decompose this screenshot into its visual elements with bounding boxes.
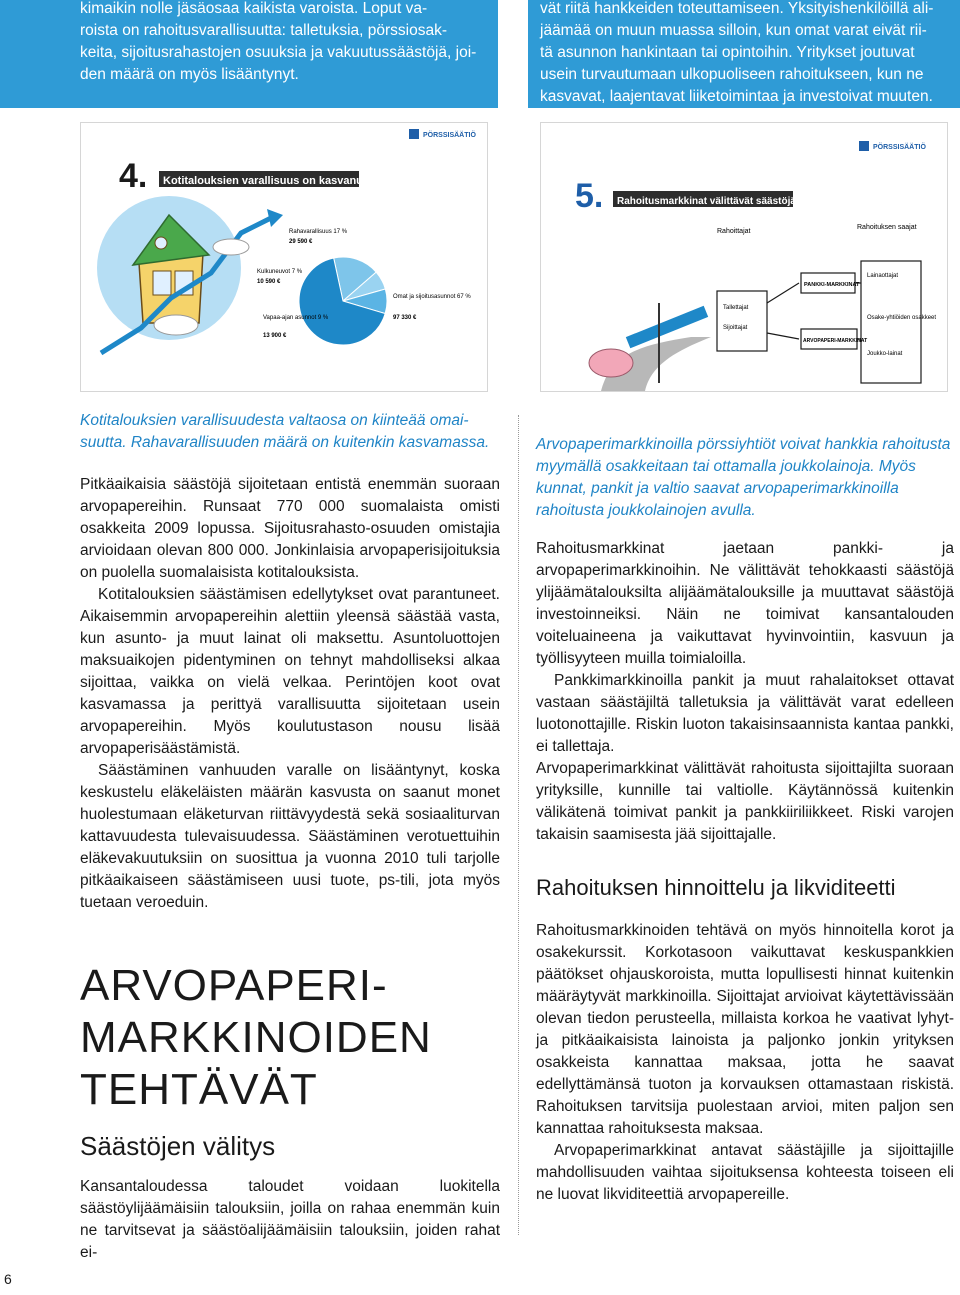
top-left-margin-band [0, 0, 80, 88]
left-paragraph-4: Kansantaloudessa taloudet voidaan luokitella säästöylijäämäisiin talouksiin, joilla on rahaa enemmän kuin ne tarvitsevat ja säästöalijäämäisiin talouksiin, joiden rahat ei- [80, 1178, 500, 1261]
top-left-line-3: keita, sijoitusrahastojen osuuksia ja vakuutussäästöjä, joi- [80, 44, 477, 61]
section-heading-line-3: TEHTÄVÄT [80, 1065, 318, 1114]
figure-4 [80, 122, 488, 392]
fig5-label-arvopaperi: ARVOPAPERI-MARKKINAT [803, 338, 868, 344]
fig4-label-oma-val: 97 330 € [393, 315, 417, 321]
fig4-label-vapaa-val: 13 900 € [263, 333, 287, 339]
fig5-label-lainanottajat: Lainaottajat [867, 273, 899, 279]
fig5-label-rahoittajat: Rahoittajat [717, 228, 751, 235]
fig5-label-sijoittajat: Sijoittajat [723, 325, 748, 331]
right-paragraph-2: Pankkimarkkinoilla pankit ja muut rahalaitokset ottavat vastaan säästäjiltä talletuksia ja välittävät varat edelleen luotonottajille. Riskin luoton takaisinsaannista kantaa pankki, ei tallettaja. [536, 672, 954, 755]
right-column [536, 434, 954, 1206]
section-heading-line-2: MARKKINOIDEN [80, 1013, 432, 1062]
left-caption-line-2: suutta. Rahavarallisuuden määrä on kuitenkin kasvamassa. [80, 434, 490, 451]
section-heading-line-1: ARVOPAPERI- [80, 961, 388, 1010]
fig5-label-joukkolainat: Joukko-lainat [867, 351, 903, 357]
top-left-line-1: kimaikin nolle jäsäosaa kaikista varoista. Loput va- [80, 0, 428, 17]
right-paragraph-1: Rahoitusmarkkinat jaetaan pankki- ja arvopaperimarkkinoihin. Ne välittävät tehokkaasti säästöjä ylijäämätalouksilta alijäämätalouksille ja muuttavat säästöjä investoinneiksi. Näin ne toimivat kansantalouden voiteluaineena ja vaikuttavat hyvinvointiin, kasvuun ja työllisyyteen muilla toimialoilla. [536, 540, 954, 667]
top-right-line-3: tä asunnon hankintaan tai opintoihin. Yritykset joutuvat [540, 44, 915, 61]
right-heading: Rahoituksen hinnoittelu ja likviditeetti [536, 875, 896, 900]
top-right-line-1: vät riitä hankkeiden toteuttamiseen. Yksityishenkilöillä ali- [540, 0, 934, 17]
figure-5 [540, 122, 948, 392]
fig5-label-osakkeiden: Osake-yhtiöiden osakkeet [867, 315, 937, 321]
fig5-label-pankki: PANKKI-MARKKINAT [804, 282, 860, 288]
fig4-label-oma: Omat ja sijoitusasunnot 67 % [393, 294, 471, 300]
top-left-line-4: den määrä on myös lisääntynyt. [80, 66, 299, 83]
fig4-label-rahavarallisuus: Rahavarallisuus 17 % [289, 229, 348, 235]
right-paragraph-5: Arvopaperimarkkinat antavat säästäjille ja sijoittajille mahdollisuuden vaihtaa sijoituksensa kohteesta toiseen eli ne luovat likviditeettiä arvopapereille. [536, 1142, 954, 1203]
top-right-line-5: kasvavat, laajentavat liiketoimintaa ja investoivat muuten. [540, 88, 933, 105]
top-left-band-bottom [0, 86, 498, 108]
top-right-text [540, 0, 954, 108]
top-right-line-2: jäämää on muun muassa silloin, kun omat varat eivät rii- [540, 22, 927, 39]
right-paragraph-4: Rahoitusmarkkinoiden tehtävä on myös hinnoitella korot ja osakekurssit. Korkotasoon vaikuttavat keskuspankkien päätökset ohjauskoroista, mutta lopullisesti hinnat kuitenkin määräytyvät markkinoilla. Sijoittajat arvioivat käytettävissään olevan tiedon perusteella, millaista korkoa he vaativat lyhyt- ja pitkäaikaisista lainoista ja paljonko jonkin yrityksen osakkeista kannattaa maksaa, jotta he saavat edellyttämänsä tuoton ja korvauksen ottamastaan riskistä. Rahoituksen tarvitsija puolestaan arvioi, miten paljon sen kannattaa rahoituksesta maksaa. [536, 922, 954, 1137]
top-left-line-2: roista on rahoitusvarallisuutta: talletuksia, pörssiosak- [80, 22, 448, 39]
sub-heading: Säästöjen välitys [80, 1131, 276, 1161]
fig5-label-saajat: Rahoituksen saajat [857, 224, 917, 231]
left-paragraph-1: Pitkäaikaisia säästöjä sijoitetaan entistä enemmän suoraan arvopapereihin. Runsaat 770 000 suomalaista omisti osakkeita 2009 lopussa. Sijoitusrahasto-osuuden omistajia arvioidaan olevan 800 000. Jonkinlaisia arvopaperisijoituksia on puolella suomalaisista kotitalouksista. [80, 476, 500, 581]
page-number: 6 [4, 1271, 12, 1287]
fig4-logo: PÖRSSISÄÄTIÖ [423, 132, 476, 139]
left-paragraph-2: Kotitalouksien säästämisen edellytykset ovat parantuneet. Aikaisemmin arvopapereihin alettiin yleensä säästää vasta, kun asunto- ja muut lainat oli maksettu. Asuntoluottojen maksuaikojen pidentyminen on tehnyt mahdolliseksi alkaa sijoittaa, vaikka on vielä velkaa. Perintöjen koot ovat kasvamassa ja perittyä varallisuutta sijoitetaan usein arvopapereihin. Myös koulutustason nousu lisää arvopaperisäästämistä. [80, 586, 500, 757]
fig5-number: 5. [575, 177, 604, 215]
right-paragraph-3: Arvopaperimarkkinat välittävät rahoitusta sijoittajilta suoraan yrityksille, kunnille tai valtiolle. Käytännössä kuitenkin välikätenä toimivat pankit ja pankkiiriliikkeet. Riski varojen takaisin saamisesta jää sijoittajalle. [536, 760, 954, 843]
fig4-label-kulkuneuvot: Kulkuneuvot 7 % [257, 269, 303, 275]
fig5-piggy-bank [589, 349, 633, 377]
fig4-number: 4. [119, 157, 148, 195]
column-divider [518, 415, 519, 1235]
fig5-logo: PÖRSSISÄÄTIÖ [873, 144, 926, 151]
fig5-title: Rahoitusmarkkinat välittävät säästöjä [617, 196, 796, 207]
top-left-text [80, 0, 498, 86]
figure-5-illustration [541, 123, 947, 391]
fig4-label-vapaa: Vapaa-ajan asunnot 9 % [263, 315, 329, 321]
fig4-label-kulkuneuvot-val: 10 590 € [257, 279, 281, 285]
left-paragraph-3: Säästäminen vanhuuden varalle on lisääntynyt, koska keskustelu eläkeläisten määrän kasvusta on saanut monet huolestumaan eläketurvan riittävyydestä sekä sosiaaliturvan kattavuudesta tulevaisuudessa. Säästäminen verotuettuihin eläkevakuutuksiin on suosittua ja vuonna 2010 tuli tarjolle pitkäaikaiseen säästämiseen uusi tuote, ps-tili, jota myös tuetaan veroeduin. [80, 762, 500, 911]
fig4-pie [299, 257, 387, 345]
fig5-label-tallettajat: Tallettajat [723, 305, 749, 311]
left-caption-line-1: Kotitalouksien varallisuudesta valtaosa on kiinteää omai- [80, 412, 469, 429]
right-caption: Arvopaperimarkkinoilla pörssiyhtiöt voivat hankkia rahoitusta myymällä osakkeitaan tai ottamalla joukkolainoja. Myös kunnat, pankit ja valtio saavat arvopaperimarkkinoilla rahoitusta joukkolainojen avulla. [536, 436, 951, 519]
figure-4-illustration [81, 123, 487, 391]
left-column [80, 410, 500, 1264]
fig4-title: Kotitalouksien varallisuus on kasvanut [163, 175, 367, 187]
top-right-line-4: usein turvautumaan ulkopuoliseen rahoitukseen, kun ne [540, 66, 924, 83]
fig4-label-rahavarallisuus-val: 29 590 € [289, 239, 313, 245]
